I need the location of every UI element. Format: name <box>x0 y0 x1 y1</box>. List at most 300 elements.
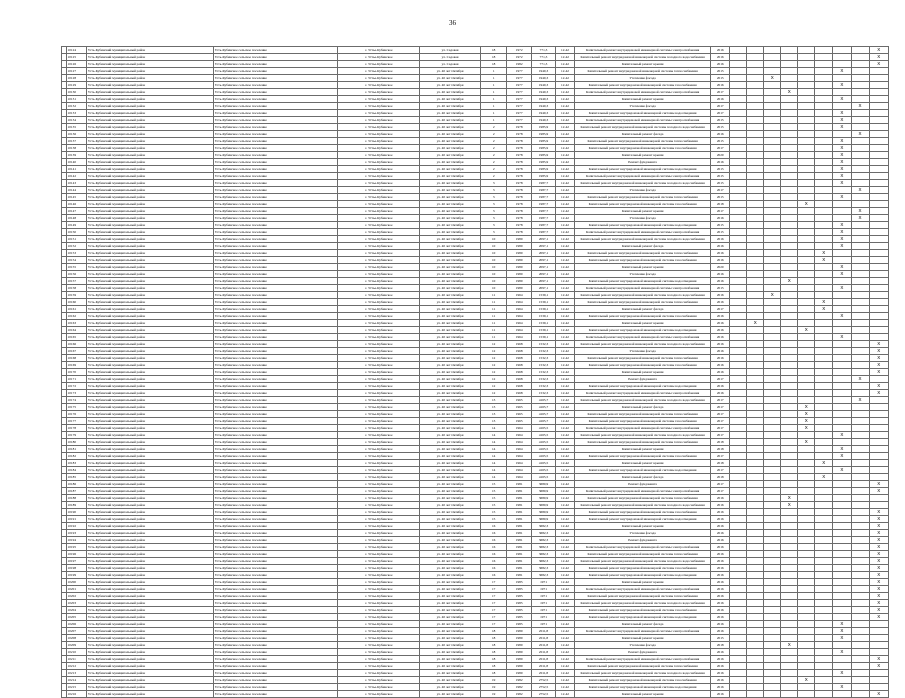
street-cell: ул. 40 лет Октября <box>419 600 480 607</box>
mark-cell <box>764 299 781 306</box>
mark-cell <box>798 523 815 530</box>
mark-cell <box>747 390 764 397</box>
mark-cell <box>869 82 888 89</box>
house-number-cell: 18 <box>481 628 507 635</box>
mark-cell <box>815 75 833 82</box>
year-built-cell: 1977 <box>507 117 532 124</box>
work-type-cell: Утепление фасада <box>575 642 711 649</box>
year-built-cell: 1964 <box>507 334 532 341</box>
work-type-cell: Капитальный ремонт внутридомовой инженерной системы холодного водоснабжения <box>575 432 711 439</box>
mark-cell <box>747 411 764 418</box>
mark-cell <box>833 89 851 96</box>
mark-cell <box>851 460 869 467</box>
mark-cell <box>815 376 833 383</box>
row-id-cell: 10135 <box>66 124 86 131</box>
plan-year-cell: 2015 <box>711 75 730 82</box>
mark-cell <box>869 418 888 425</box>
year-built-cell: 1981 <box>507 551 532 558</box>
area-code-cell: 12-42 <box>555 551 574 558</box>
table-row <box>62 173 889 180</box>
area-code-cell: 12-42 <box>555 383 574 390</box>
mark-cell <box>833 663 851 670</box>
mark-cell <box>781 474 798 481</box>
street-cell: ул. 40 лет Октября <box>419 523 480 530</box>
locality-cell: с. Устье-Кубинское <box>338 635 420 642</box>
mark-cell <box>747 110 764 117</box>
street-cell: ул. 40 лет Октября <box>419 411 480 418</box>
mark-cell <box>730 257 747 264</box>
floor-area-cell: 4165,5 <box>532 425 556 432</box>
locality-cell: с. Устье-Кубинское <box>338 600 420 607</box>
plan-year-cell: 2016 <box>711 593 730 600</box>
row-id-cell: 10190 <box>66 509 86 516</box>
mark-cell <box>747 572 764 579</box>
work-type-cell: Капитальный ремонт внутридомовой инженерной системы теплоснабжения <box>575 663 711 670</box>
mark-cell <box>798 551 815 558</box>
work-type-cell: Капитальный ремонт внутридомовой инженерной системы водоотведения <box>575 166 711 173</box>
mark-cell <box>730 166 747 173</box>
mark-cell <box>781 397 798 404</box>
mark-cell <box>730 278 747 285</box>
floor-area-cell: 1985,9 <box>532 131 556 138</box>
mark-cell: X <box>869 390 888 397</box>
district-cell: Усть-Кубинский муниципальный район <box>86 677 213 684</box>
plan-year-cell: 2016 <box>711 495 730 502</box>
district-cell: Усть-Кубинский муниципальный район <box>86 250 213 257</box>
row-id-cell: 10202 <box>66 593 86 600</box>
work-type-cell: Капитальный ремонт крыши <box>575 96 711 103</box>
mark-cell <box>781 355 798 362</box>
mark-cell <box>781 271 798 278</box>
mark-cell <box>851 61 869 68</box>
mark-cell <box>851 411 869 418</box>
mark-cell <box>781 47 798 54</box>
plan-year-cell: 2016 <box>711 369 730 376</box>
house-number-cell: 17 <box>481 614 507 621</box>
locality-cell: с. Устье-Кубинское <box>338 173 420 180</box>
plan-year-cell: 2016 <box>711 628 730 635</box>
street-cell: ул. 40 лет Октября <box>419 453 480 460</box>
street-cell: ул. 40 лет Октября <box>419 313 480 320</box>
house-number-cell: 11 <box>481 334 507 341</box>
year-built-cell: 1972 <box>507 54 532 61</box>
year-built-cell: 1981 <box>507 544 532 551</box>
year-built-cell: 1981 <box>507 530 532 537</box>
district-cell: Усть-Кубинский муниципальный район <box>86 180 213 187</box>
year-built-cell: 1977 <box>507 110 532 117</box>
mark-cell <box>764 607 781 614</box>
mark-cell <box>815 663 833 670</box>
mark-cell <box>851 586 869 593</box>
work-type-cell: Капитальный ремонт внутридомовой инженерной системы теплоснабжения <box>575 68 711 75</box>
mark-cell <box>798 250 815 257</box>
table-row <box>62 355 889 362</box>
area-code-cell: 12-42 <box>555 47 574 54</box>
mark-cell <box>747 47 764 54</box>
plan-year-cell: 2016 <box>711 250 730 257</box>
mark-cell <box>798 516 815 523</box>
year-built-cell: 1968 <box>507 376 532 383</box>
row-id-cell: 10179 <box>66 432 86 439</box>
area-code-cell: 12-42 <box>555 187 574 194</box>
mark-cell <box>730 285 747 292</box>
house-number-cell: 2 <box>481 124 507 131</box>
floor-area-cell: 1940,3 <box>532 103 556 110</box>
mark-cell <box>781 257 798 264</box>
locality-cell: с. Устье-Кубинское <box>338 537 420 544</box>
street-cell: ул. 40 лет Октября <box>419 614 480 621</box>
year-built-cell: 1978 <box>507 138 532 145</box>
district-cell: Усть-Кубинский муниципальный район <box>86 607 213 614</box>
row-id-cell: 10200 <box>66 579 86 586</box>
work-type-cell: Капитальный ремонт внутридомовой инженерной системы электроснабжения <box>575 586 711 593</box>
mark-cell <box>764 565 781 572</box>
floor-area-cell: 4165,7 <box>532 397 556 404</box>
area-code-cell: 12-42 <box>555 138 574 145</box>
mark-cell <box>833 656 851 663</box>
mark-cell <box>747 537 764 544</box>
mark-cell: X <box>781 642 798 649</box>
street-cell: ул. 40 лет Октября <box>419 481 480 488</box>
settlement-cell: Усть-Кубинское сельское поселение <box>213 432 338 439</box>
row-id-cell: 10162 <box>66 313 86 320</box>
work-type-cell: Капитальный ремонт крыши <box>575 369 711 376</box>
mark-cell: X <box>798 411 815 418</box>
settlement-cell: Усть-Кубинское сельское поселение <box>213 565 338 572</box>
mark-cell <box>781 236 798 243</box>
mark-cell <box>851 306 869 313</box>
district-cell: Усть-Кубинский муниципальный район <box>86 446 213 453</box>
settlement-cell: Усть-Кубинское сельское поселение <box>213 411 338 418</box>
mark-cell <box>730 614 747 621</box>
mark-cell: X <box>851 208 869 215</box>
mark-cell <box>798 446 815 453</box>
locality-cell: с. Устье-Кубинское <box>338 425 420 432</box>
mark-cell <box>781 61 798 68</box>
house-number-cell: 16 <box>481 523 507 530</box>
street-cell: ул. 40 лет Октября <box>419 474 480 481</box>
mark-cell <box>730 460 747 467</box>
floor-area-cell: 4165,7 <box>532 411 556 418</box>
mark-cell <box>730 47 747 54</box>
mark-cell <box>781 600 798 607</box>
district-cell: Усть-Кубинский муниципальный район <box>86 341 213 348</box>
mark-cell <box>747 530 764 537</box>
mark-cell <box>781 621 798 628</box>
house-number-cell: 1 <box>481 117 507 124</box>
settlement-cell: Усть-Кубинское сельское поселение <box>213 194 338 201</box>
work-type-cell: Ремонт фундамента <box>575 481 711 488</box>
mark-cell <box>851 250 869 257</box>
table-row <box>62 369 889 376</box>
locality-cell: с. Устье-Кубинское <box>338 586 420 593</box>
mark-cell <box>798 684 815 691</box>
district-cell: Усть-Кубинский муниципальный район <box>86 453 213 460</box>
work-type-cell: Утепление фасада <box>575 271 711 278</box>
row-id-cell: 10193 <box>66 530 86 537</box>
mark-cell <box>869 313 888 320</box>
street-cell: ул. 40 лет Октября <box>419 516 480 523</box>
mark-cell <box>815 684 833 691</box>
row-id-cell: 10172 <box>66 383 86 390</box>
mark-cell <box>747 54 764 61</box>
work-type-cell: Капитальный ремонт внутридомовой инженерной системы электроснабжения <box>575 229 711 236</box>
mark-cell <box>798 313 815 320</box>
work-type-cell: Ремонт фундамента <box>575 376 711 383</box>
mark-cell <box>851 614 869 621</box>
mark-cell <box>815 341 833 348</box>
settlement-cell: Усть-Кубинское сельское поселение <box>213 551 338 558</box>
area-code-cell: 12-42 <box>555 432 574 439</box>
table-row <box>62 586 889 593</box>
floor-area-cell: 4165,5 <box>532 460 556 467</box>
mark-cell <box>851 96 869 103</box>
locality-cell: с. Устье-Кубинское <box>338 194 420 201</box>
house-number-cell: 10 <box>481 243 507 250</box>
mark-cell <box>815 145 833 152</box>
work-type-cell: Капитальный ремонт фасада <box>575 243 711 250</box>
work-type-cell: Капитальный ремонт крыши <box>575 691 711 698</box>
mark-cell <box>851 579 869 586</box>
mark-cell <box>798 82 815 89</box>
mark-cell <box>869 117 888 124</box>
district-cell: Усть-Кубинский муниципальный район <box>86 362 213 369</box>
mark-cell <box>764 103 781 110</box>
district-cell: Усть-Кубинский муниципальный район <box>86 530 213 537</box>
table-row <box>62 61 889 68</box>
area-code-cell: 12-42 <box>555 208 574 215</box>
table-row <box>62 418 889 425</box>
district-cell: Усть-Кубинский муниципальный район <box>86 222 213 229</box>
mark-cell <box>764 460 781 467</box>
mark-cell <box>781 544 798 551</box>
mark-cell <box>833 572 851 579</box>
mark-cell <box>833 411 851 418</box>
work-type-cell: Капитальный ремонт крыши <box>575 264 711 271</box>
district-cell: Усть-Кубинский муниципальный район <box>86 586 213 593</box>
house-number-cell: 11 <box>481 299 507 306</box>
mark-cell <box>730 383 747 390</box>
mark-cell <box>798 488 815 495</box>
mark-cell: X <box>815 257 833 264</box>
area-code-cell: 12-42 <box>555 124 574 131</box>
mark-cell <box>833 537 851 544</box>
mark-cell <box>851 369 869 376</box>
mark-cell <box>730 635 747 642</box>
mark-cell <box>833 341 851 348</box>
area-code-cell: 12-42 <box>555 229 574 236</box>
plan-year-cell: 2017 <box>711 432 730 439</box>
mark-cell <box>798 222 815 229</box>
mark-cell <box>833 579 851 586</box>
year-built-cell: 1968 <box>507 383 532 390</box>
mark-cell <box>833 425 851 432</box>
table-row <box>62 607 889 614</box>
year-built-cell: 1980 <box>507 642 532 649</box>
work-type-cell: Утепление фасада <box>575 348 711 355</box>
mark-cell <box>764 432 781 439</box>
settlement-cell: Усть-Кубинское сельское поселение <box>213 621 338 628</box>
locality-cell: с. Устье-Кубинское <box>338 222 420 229</box>
mark-cell <box>730 124 747 131</box>
mark-cell <box>851 229 869 236</box>
house-number-cell: 10 <box>481 250 507 257</box>
work-type-cell: Капитальный ремонт внутридомовой инженерной системы газоснабжения <box>575 565 711 572</box>
mark-cell <box>869 404 888 411</box>
floor-area-cell: 2011,8 <box>532 635 556 642</box>
year-built-cell: 1968 <box>507 369 532 376</box>
mark-cell <box>851 544 869 551</box>
house-number-cell: 1 <box>481 68 507 75</box>
locality-cell: с. Устье-Кубинское <box>338 502 420 509</box>
mark-cell <box>815 495 833 502</box>
mark-cell <box>747 453 764 460</box>
mark-cell <box>815 558 833 565</box>
street-cell: ул. 40 лет Октября <box>419 684 480 691</box>
mark-cell <box>815 418 833 425</box>
mark-cell <box>869 243 888 250</box>
table-row <box>62 537 889 544</box>
street-cell: ул. 40 лет Октября <box>419 432 480 439</box>
mark-cell <box>730 61 747 68</box>
mark-cell <box>764 691 781 698</box>
plan-year-cell: 2016 <box>711 159 730 166</box>
mark-cell <box>781 327 798 334</box>
mark-cell <box>747 628 764 635</box>
mark-cell: X <box>833 124 851 131</box>
mark-cell <box>764 481 781 488</box>
mark-cell <box>747 544 764 551</box>
table-row <box>62 558 889 565</box>
mark-cell <box>851 670 869 677</box>
row-id-cell: 10126 <box>66 61 86 68</box>
mark-cell <box>851 439 869 446</box>
mark-cell: X <box>833 82 851 89</box>
mark-cell <box>747 635 764 642</box>
mark-cell <box>815 397 833 404</box>
table-row <box>62 579 889 586</box>
mark-cell <box>781 110 798 117</box>
mark-cell <box>851 390 869 397</box>
row-id-cell: 10148 <box>66 215 86 222</box>
area-code-cell: 12-42 <box>555 404 574 411</box>
mark-cell <box>851 537 869 544</box>
mark-cell <box>764 278 781 285</box>
district-cell: Усть-Кубинский муниципальный район <box>86 404 213 411</box>
plan-year-cell: 2016 <box>711 572 730 579</box>
mark-cell <box>764 320 781 327</box>
area-code-cell: 12-42 <box>555 271 574 278</box>
mark-cell <box>764 61 781 68</box>
mark-cell <box>798 299 815 306</box>
area-code-cell: 12-42 <box>555 628 574 635</box>
floor-area-cell: 3682,3 <box>532 551 556 558</box>
mark-cell <box>869 138 888 145</box>
mark-cell <box>747 509 764 516</box>
locality-cell: с. Устье-Кубинское <box>338 446 420 453</box>
floor-area-cell: 2097,1 <box>532 250 556 257</box>
settlement-cell: Усть-Кубинское сельское поселение <box>213 516 338 523</box>
mark-cell <box>798 607 815 614</box>
mark-cell <box>798 236 815 243</box>
district-cell: Усть-Кубинский муниципальный район <box>86 306 213 313</box>
locality-cell: с. Устье-Кубинское <box>338 355 420 362</box>
mark-cell <box>764 523 781 530</box>
mark-cell: X <box>869 600 888 607</box>
settlement-cell: Усть-Кубинское сельское поселение <box>213 47 338 54</box>
mark-cell <box>869 173 888 180</box>
mark-cell <box>869 194 888 201</box>
mark-cell <box>764 194 781 201</box>
floor-area-cell: 1985,9 <box>532 173 556 180</box>
plan-year-cell: 2017 <box>711 89 730 96</box>
year-built-cell: 1982 <box>507 61 532 68</box>
area-code-cell: 12-42 <box>555 327 574 334</box>
mark-cell <box>764 621 781 628</box>
plan-year-cell: 2016 <box>711 621 730 628</box>
mark-cell <box>869 285 888 292</box>
year-built-cell: 1980 <box>507 628 532 635</box>
settlement-cell: Усть-Кубинское сельское поселение <box>213 68 338 75</box>
street-cell: ул. 40 лет Октября <box>419 215 480 222</box>
mark-cell <box>764 439 781 446</box>
plan-year-cell: 2016 <box>711 299 730 306</box>
district-cell: Усть-Кубинский муниципальный район <box>86 236 213 243</box>
mark-cell <box>851 138 869 145</box>
mark-cell <box>747 523 764 530</box>
locality-cell: с. Устье-Кубинское <box>338 495 420 502</box>
floor-area-cell: 2097,1 <box>532 264 556 271</box>
settlement-cell: Усть-Кубинское сельское поселение <box>213 341 338 348</box>
locality-cell: с. Устье-Кубинское <box>338 383 420 390</box>
district-cell: Усть-Кубинский муниципальный район <box>86 292 213 299</box>
district-cell: Усть-Кубинский муниципальный район <box>86 348 213 355</box>
mark-cell <box>869 439 888 446</box>
mark-cell: X <box>869 607 888 614</box>
mark-cell <box>798 397 815 404</box>
floor-area-cell: 1985,9 <box>532 138 556 145</box>
mark-cell <box>781 432 798 439</box>
area-code-cell: 12-42 <box>555 600 574 607</box>
mark-cell <box>764 117 781 124</box>
row-id-cell: 10175 <box>66 404 86 411</box>
floor-area-cell: 1985,9 <box>532 145 556 152</box>
plan-year-cell: 2016 <box>711 82 730 89</box>
row-id-cell: 10206 <box>66 621 86 628</box>
area-code-cell: 12-42 <box>555 75 574 82</box>
table-row <box>62 131 889 138</box>
register-body <box>62 47 889 698</box>
mark-cell <box>815 614 833 621</box>
row-id-cell: 10149 <box>66 222 86 229</box>
mark-cell: X <box>869 614 888 621</box>
mark-cell <box>815 635 833 642</box>
floor-area-cell: 3680,9 <box>532 502 556 509</box>
mark-cell <box>781 313 798 320</box>
mark-cell <box>869 145 888 152</box>
house-number-cell: 15 <box>481 509 507 516</box>
table-row <box>62 110 889 117</box>
mark-cell <box>781 215 798 222</box>
mark-cell <box>869 327 888 334</box>
area-code-cell: 12-42 <box>555 250 574 257</box>
district-cell: Усть-Кубинский муниципальный район <box>86 131 213 138</box>
row-id-cell: 10132 <box>66 103 86 110</box>
mark-cell <box>851 124 869 131</box>
street-cell: ул. 40 лет Октября <box>419 677 480 684</box>
row-id-cell: 10163 <box>66 320 86 327</box>
mark-cell <box>747 355 764 362</box>
